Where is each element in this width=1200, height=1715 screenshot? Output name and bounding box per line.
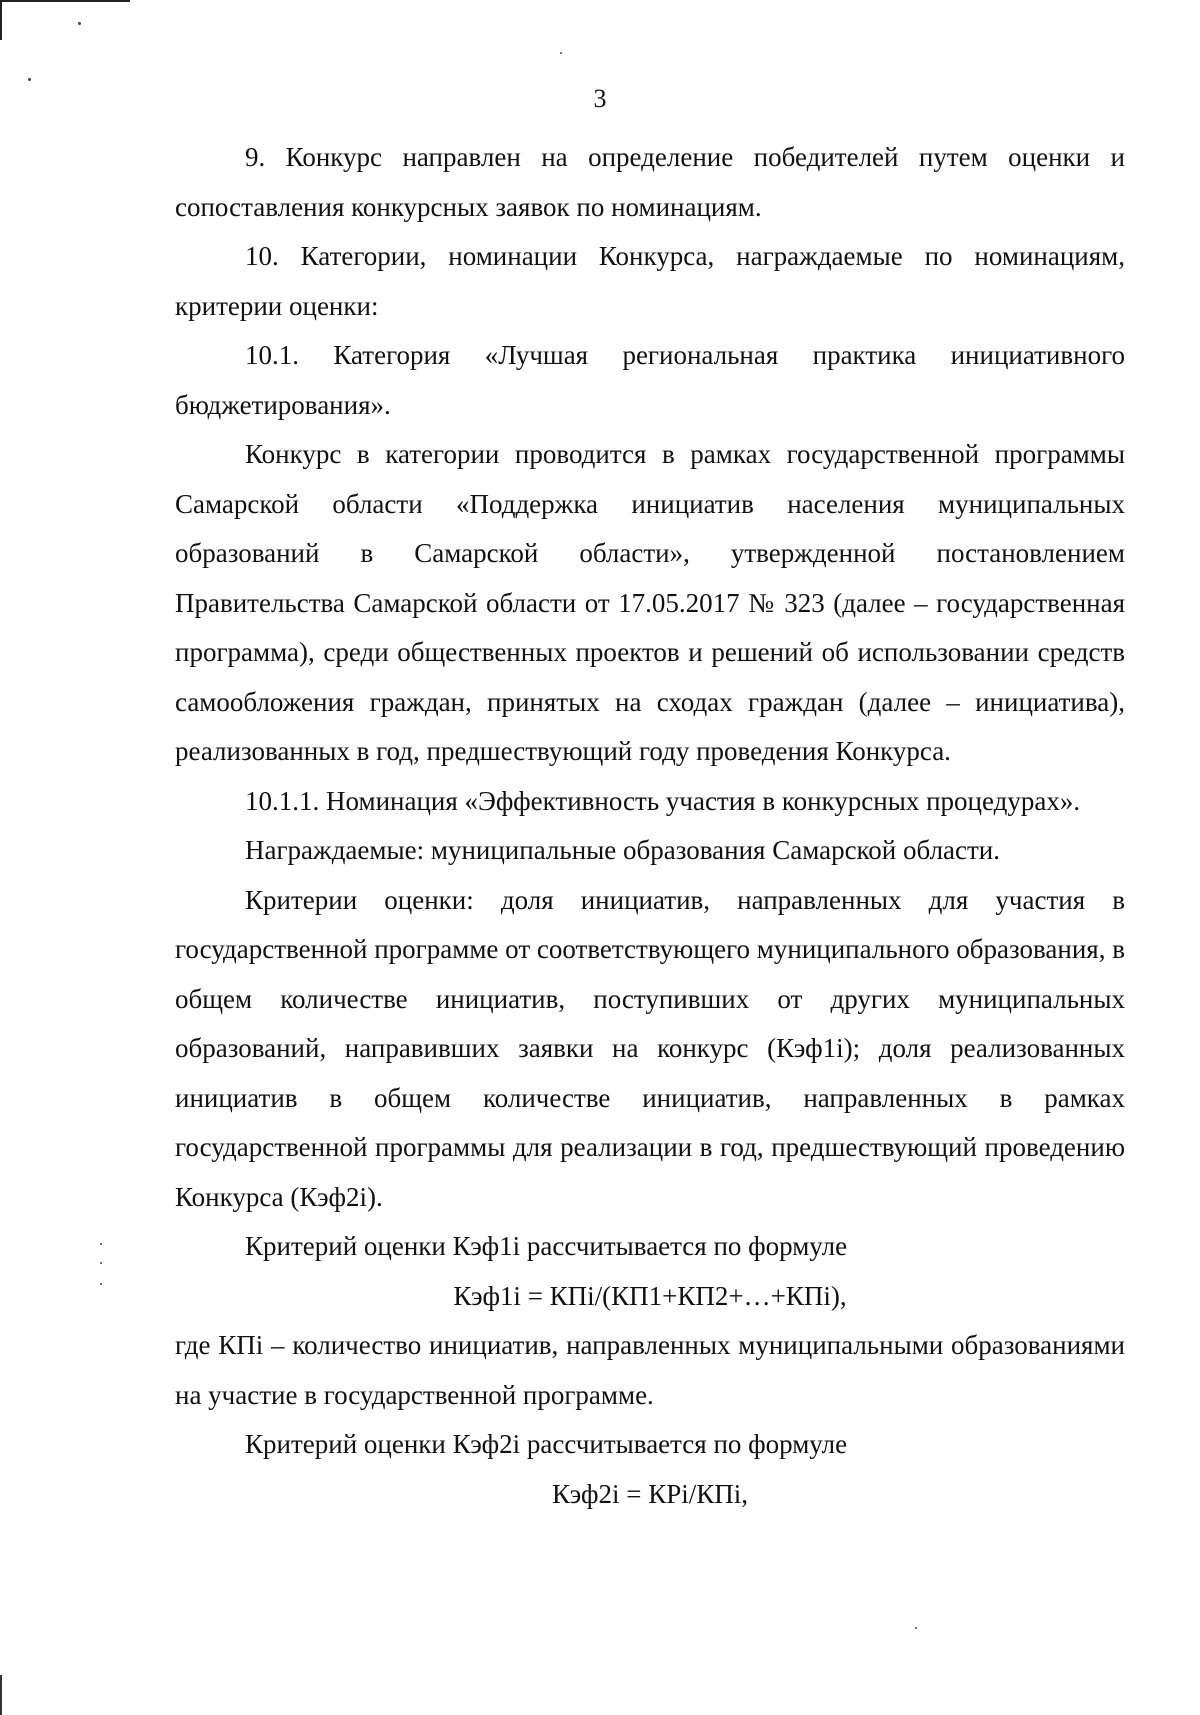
scan-speck — [100, 1262, 102, 1264]
scan-speck — [915, 1627, 917, 1629]
page-number: 3 — [593, 84, 607, 113]
formula-kef1: Кэф1i = КПi/(КП1+КП2+…+КПi), — [453, 1280, 847, 1311]
scan-speck — [28, 78, 31, 81]
scan-speck — [100, 1283, 102, 1285]
paragraph-kpi-definition: где КПi – количество инициатив, направленных муниципальными образованиями на участие в государственной программе. — [175, 1330, 1125, 1410]
paragraph-awardees: Награждаемые: муниципальные образования Самарской области. — [245, 835, 1001, 865]
scan-border-top — [0, 0, 130, 2]
scan-border-left — [0, 0, 2, 40]
scan-speck — [100, 1243, 102, 1245]
paragraph-9: 9. Конкурс направлен на определение победителей путем оценки и сопоставления конкурсных заявок по номинациям. — [175, 142, 1125, 222]
paragraph-10-1-1: 10.1.1. Номинация «Эффективность участия в конкурсных процедурах». — [245, 785, 1081, 816]
body-text — [175, 133, 1125, 1519]
paragraph-category-description: Конкурс в категории проводится в рамках государственной программы Самарской области «Поддержка инициатив населения муниципальных образований в Самарской области», утвержденной постановлением Правительства Самарской области от 17.05.2017 № 323 (далее – государственная программа), среди общественных проектов и решений об использовании средств самообложения граждан, принятых на сходах граждан (далее – инициатива), реализованных в год, предшествующий году проведения Конкурса. — [175, 439, 1125, 766]
paragraph-criterion-2-intro: Критерий оценки Кэф2i рассчитывается по формуле — [245, 1429, 848, 1459]
scan-speck — [78, 22, 81, 25]
paragraph-10-1: 10.1. Категория «Лучшая региональная практика инициативного бюджетирования». — [175, 340, 1125, 420]
paragraph-criterion-1-intro: Критерий оценки Кэф1i рассчитывается по формуле — [245, 1231, 848, 1261]
scan-speck — [560, 52, 562, 54]
paragraph-criteria: Критерии оценки: доля инициатив, направленных для участия в государственной программе от соответствующего муниципального образования, в общем количестве инициатив, поступивших от других муниципальных образований, направивших заявки на конкурс (Кэф1i); доля реализованных инициатив в общем количестве инициатив, направленных в рамках государственной программы для реализации в год, предшествующий проведению Конкурса (Кэф2i). — [175, 884, 1125, 1212]
scan-border-bottom-left — [0, 1675, 2, 1715]
paragraph-10: 10. Категории, номинации Конкурса, награждаемые по номинациям, критерии оценки: — [175, 241, 1125, 321]
formula-kef2: Кэф2i = КРi/КПi, — [551, 1478, 749, 1509]
